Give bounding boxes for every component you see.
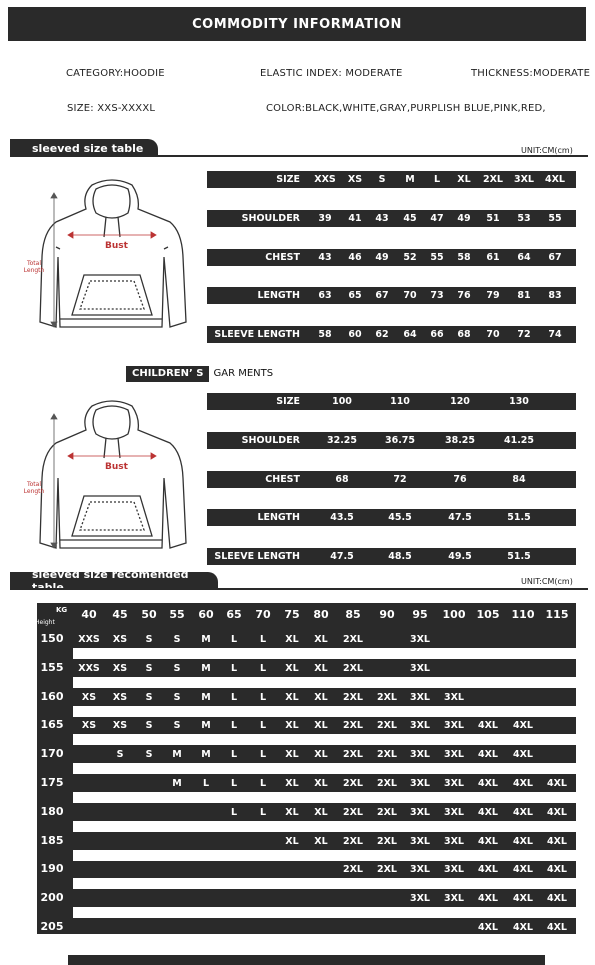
- recommend-cell: 4XL: [513, 922, 533, 933]
- adult-cell: 39: [318, 213, 332, 224]
- children-cell: 51.5: [507, 551, 531, 562]
- children-cell: 48.5: [388, 551, 412, 562]
- recommend-cell: XS: [81, 720, 97, 732]
- recommend-cell: M: [172, 778, 182, 789]
- children-row-sleeve-length: [207, 548, 576, 565]
- recommend-section-label: sleeved size recomended: [32, 568, 189, 581]
- adult-row-shoulder: [207, 210, 576, 227]
- adult-cell: 68: [457, 329, 471, 340]
- height-label-175: 175: [40, 776, 64, 789]
- row-separator: [73, 706, 576, 717]
- recommend-cell: S: [173, 662, 181, 674]
- adult-cell: 52: [403, 252, 417, 263]
- recommend-cell: M: [172, 749, 182, 761]
- children-cell: 76: [453, 474, 467, 485]
- weight-header: 40: [81, 608, 97, 621]
- recommend-cell: L: [230, 720, 238, 732]
- children-cell: 130: [509, 396, 529, 407]
- adult-cell: 58: [457, 252, 471, 263]
- children-cell: 47.5: [330, 551, 354, 562]
- recommend-cell: 4XL: [547, 806, 567, 818]
- children-cell: 100: [332, 396, 352, 407]
- recommend-cell: 4XL: [478, 806, 498, 818]
- recommend-cell: 2XL: [343, 778, 363, 789]
- recommend-cell: XS: [112, 634, 128, 645]
- adult-cell: 3XL: [514, 174, 534, 185]
- page-title-bar: [8, 7, 586, 41]
- recommend-cell: S: [145, 634, 153, 645]
- adult-section-label: sleeved size table: [32, 141, 144, 155]
- children-row-label: SIZE: [276, 396, 300, 407]
- adult-cell: 83: [548, 290, 562, 301]
- children-row-label: SHOULDER: [241, 435, 300, 446]
- adult-section-line: [10, 155, 588, 157]
- adult-cell: 65: [348, 290, 362, 301]
- recommend-cell: 3XL: [444, 749, 464, 761]
- recommend-cell: 2XL: [377, 691, 397, 703]
- row-separator: [73, 792, 576, 803]
- recommend-cell: 2XL: [377, 749, 397, 761]
- recommend-cell: XL: [285, 806, 299, 818]
- adult-row-label: SIZE: [276, 174, 300, 185]
- recommend-cell: 3XL: [444, 893, 464, 905]
- recommend-cell: XS: [112, 720, 128, 732]
- recommend-cell: 4XL: [478, 893, 498, 905]
- adult-cell: 61: [486, 252, 500, 263]
- recommend-cell: XL: [314, 691, 328, 703]
- height-label-165: 165: [40, 718, 64, 732]
- adult-cell: 67: [548, 252, 562, 263]
- recommend-cell: M: [201, 720, 211, 732]
- adult-cell: 73: [430, 290, 444, 301]
- recommend-cell: 3XL: [444, 864, 464, 876]
- recommend-cell: 4XL: [478, 922, 498, 933]
- recommend-cell: 4XL: [513, 749, 533, 761]
- adult-row-size: [207, 171, 576, 188]
- recommend-cell: L: [202, 778, 210, 789]
- recommend-table: [37, 603, 576, 934]
- page-title: COMMODITY INFORMATION: [192, 16, 402, 32]
- adult-hoodie-diagram: [20, 177, 190, 342]
- recommend-cell: S: [145, 720, 153, 732]
- adult-row-length: [207, 287, 576, 304]
- recommend-unit: UNIT:CM(cm): [521, 577, 573, 586]
- recommend-cell: 4XL: [478, 749, 498, 761]
- size-info: SIZE: XXS-XXXXL: [67, 103, 156, 114]
- children-row-length: [207, 509, 576, 526]
- recommend-cell: 4XL: [513, 835, 533, 847]
- recommend-cell: 3XL: [410, 720, 430, 732]
- adult-cell: 70: [403, 290, 417, 301]
- recommend-cell: L: [259, 634, 267, 645]
- recommend-cell: L: [259, 720, 267, 732]
- recommend-cell: XL: [314, 720, 328, 732]
- adult-cell: 53: [517, 213, 531, 224]
- recommend-cell: 4XL: [547, 893, 567, 905]
- footer-bar: [68, 955, 545, 965]
- recommend-cell: 3XL: [444, 778, 464, 789]
- adult-cell: 45: [403, 213, 417, 224]
- height-label-150: 150: [40, 632, 64, 645]
- children-cell: 68: [335, 474, 349, 485]
- recommend-cell: 3XL: [410, 864, 430, 876]
- children-row-shoulder: [207, 432, 576, 449]
- category-info: CATEGORY:HOODIE: [66, 68, 165, 79]
- recommend-cell: 3XL: [444, 835, 464, 847]
- adult-cell: 72: [517, 329, 531, 340]
- recommend-cell: 2XL: [343, 662, 363, 674]
- children-total-label: Total Length: [23, 481, 45, 495]
- adult-cell: 55: [548, 213, 562, 224]
- recommend-cell: 3XL: [410, 749, 430, 761]
- recommend-cell: XL: [285, 778, 299, 789]
- recommend-cell: 3XL: [444, 720, 464, 732]
- adult-cell: M: [405, 174, 415, 185]
- adult-cell: 60: [348, 329, 362, 340]
- children-row-label: SLEEVE LENGTH: [214, 551, 300, 562]
- recommend-cell: 3XL: [410, 691, 430, 703]
- children-cell: 110: [390, 396, 410, 407]
- adult-cell: L: [433, 174, 441, 185]
- weight-header: 95: [412, 608, 428, 621]
- adult-cell: 76: [457, 290, 471, 301]
- recommend-cell: S: [173, 634, 181, 645]
- recommend-cell: 4XL: [547, 922, 567, 933]
- adult-cell: 43: [375, 213, 389, 224]
- recommend-cell: L: [259, 691, 267, 703]
- recommend-cell: 2XL: [343, 634, 363, 645]
- recommend-cell: XL: [314, 662, 328, 674]
- adult-cell: 74: [548, 329, 562, 340]
- adult-row-label: SLEEVE LENGTH: [214, 329, 300, 340]
- weight-header: 80: [313, 608, 329, 621]
- recommend-cell: L: [230, 806, 238, 818]
- children-tag: CHILDREN’ S: [126, 366, 209, 382]
- children-bust-label: Bust: [105, 462, 128, 472]
- recommend-cell: 2XL: [343, 864, 363, 876]
- children-cell: 41.25: [503, 435, 535, 446]
- adult-cell: 81: [517, 290, 531, 301]
- row-separator: [73, 850, 576, 861]
- recommend-cell: 2XL: [343, 749, 363, 761]
- height-label-200: 200: [40, 891, 64, 905]
- recommend-cell: XL: [285, 835, 299, 847]
- row-separator: [73, 734, 576, 745]
- recommend-cell: S: [116, 749, 124, 761]
- weight-header: 50: [141, 608, 157, 621]
- children-row-label: CHEST: [265, 474, 300, 485]
- weight-header: 60: [198, 608, 214, 621]
- recommend-cell: XS: [112, 691, 128, 703]
- recommend-cell: 3XL: [410, 778, 430, 789]
- recommend-cell: M: [201, 749, 211, 761]
- recommend-cell: 3XL: [444, 806, 464, 818]
- children-cell: 51.5: [507, 512, 531, 523]
- children-cell: 36.75: [384, 435, 416, 446]
- recommend-cell: 4XL: [478, 778, 498, 789]
- adult-cell: 47: [430, 213, 444, 224]
- height-label-185: 185: [40, 833, 64, 847]
- weight-header: 45: [112, 608, 128, 621]
- adult-cell: 49: [375, 252, 389, 263]
- row-separator: [73, 763, 576, 774]
- children-cell: 120: [450, 396, 470, 407]
- recommend-cell: L: [230, 749, 238, 761]
- recommend-cell: XL: [285, 634, 299, 645]
- recommend-cell: M: [201, 662, 211, 674]
- recommend-cell: 2XL: [377, 778, 397, 789]
- recommend-cell: XL: [314, 806, 328, 818]
- weight-header: 110: [511, 608, 535, 621]
- height-label-205: 205: [40, 920, 64, 933]
- recommend-cell: 2XL: [343, 806, 363, 818]
- height-label-180: 180: [40, 804, 64, 818]
- recommend-cell: XXS: [78, 634, 100, 645]
- adult-cell: 64: [517, 252, 531, 263]
- children-cell: 32.25: [326, 435, 358, 446]
- recommend-cell: 2XL: [377, 835, 397, 847]
- weight-header: 75: [284, 608, 300, 621]
- recommend-cell: XS: [81, 691, 97, 703]
- recommend-cell: 2XL: [377, 864, 397, 876]
- recommend-cell: S: [145, 749, 153, 761]
- row-separator: [73, 936, 576, 947]
- weight-header: 115: [545, 608, 569, 621]
- height-label: Height: [35, 619, 55, 626]
- adult-cell: S: [378, 174, 386, 185]
- children-hoodie-diagram: [20, 398, 190, 563]
- recommend-cell: 4XL: [513, 864, 533, 876]
- adult-cell: 49: [457, 213, 471, 224]
- children-cell: 47.5: [448, 512, 472, 523]
- adult-cell: 64: [403, 329, 417, 340]
- recommend-cell: 3XL: [410, 634, 430, 645]
- recommend-cell: L: [259, 778, 267, 789]
- recommend-cell: L: [230, 778, 238, 789]
- thickness-info: THICKNESS:MODERATE: [471, 68, 591, 79]
- adult-cell: 70: [486, 329, 500, 340]
- recommend-cell: L: [230, 662, 238, 674]
- weight-header: 65: [226, 608, 242, 621]
- children-header: [126, 361, 273, 377]
- recommend-cell: 3XL: [410, 893, 430, 905]
- row-separator: [73, 878, 576, 889]
- children-row-chest: [207, 471, 576, 488]
- adult-cell: 51: [486, 213, 500, 224]
- height-label-190: 190: [40, 862, 64, 876]
- recommend-cell: L: [230, 691, 238, 703]
- recommend-cell: S: [145, 662, 153, 674]
- adult-row-label: CHEST: [265, 252, 300, 263]
- kg-label: KG: [56, 606, 68, 614]
- adult-cell: XL: [457, 174, 471, 185]
- weight-header: 55: [169, 608, 185, 621]
- recommend-cell: XL: [285, 691, 299, 703]
- recommend-cell: S: [173, 720, 181, 732]
- adult-cell: 66: [430, 329, 444, 340]
- recommend-cell: XL: [314, 749, 328, 761]
- adult-cell: 41: [348, 213, 362, 224]
- weight-header: 100: [442, 608, 466, 621]
- recommend-cell: 4XL: [547, 864, 567, 876]
- adult-bust-label: Bust: [105, 241, 128, 251]
- adult-total-label: Total Length: [23, 260, 45, 274]
- adult-unit: UNIT:CM(cm): [521, 146, 573, 155]
- recommend-section-line: [10, 588, 588, 590]
- adult-cell: 63: [318, 290, 332, 301]
- adult-cell: 67: [375, 290, 389, 301]
- recommend-cell: 3XL: [410, 806, 430, 818]
- recommend-cell: XL: [285, 749, 299, 761]
- recommend-cell: 4XL: [478, 835, 498, 847]
- children-cell: 84: [512, 474, 526, 485]
- adult-row-label: SHOULDER: [241, 213, 300, 224]
- recommend-cell: M: [201, 634, 211, 645]
- adult-row-sleeve-length: [207, 326, 576, 343]
- recommend-cell: XL: [314, 835, 328, 847]
- adult-cell: 46: [348, 252, 362, 263]
- recommend-cell: 4XL: [513, 893, 533, 905]
- adult-cell: 4XL: [545, 174, 565, 185]
- recommend-cell: 4XL: [478, 720, 498, 732]
- row-separator: [73, 677, 576, 688]
- recommend-cell: 4XL: [547, 835, 567, 847]
- height-label-170: 170: [40, 747, 64, 761]
- children-row-label: LENGTH: [257, 512, 300, 523]
- recommend-cell: 4XL: [547, 778, 567, 789]
- adult-row-label: LENGTH: [257, 290, 300, 301]
- recommend-cell: M: [201, 691, 211, 703]
- weight-header: 90: [379, 608, 395, 621]
- recommend-cell: 3XL: [410, 835, 430, 847]
- adult-cell: 58: [318, 329, 332, 340]
- recommend-cell: 2XL: [343, 691, 363, 703]
- children-cell: 45.5: [388, 512, 412, 523]
- recommend-cell: XL: [285, 662, 299, 674]
- recommend-cell: L: [230, 634, 238, 645]
- children-rest: GAR MENTS: [213, 368, 274, 379]
- adult-cell: XS: [347, 174, 363, 185]
- row-separator: [73, 821, 576, 832]
- children-cell: 38.25: [444, 435, 476, 446]
- recommend-cell: 2XL: [343, 835, 363, 847]
- recommend-cell: 4XL: [513, 778, 533, 789]
- recommend-cell: 4XL: [513, 720, 533, 732]
- height-label-155: 155: [40, 660, 64, 674]
- children-cell: 43.5: [330, 512, 354, 523]
- adult-cell: XXS: [314, 174, 336, 185]
- recommend-cell: XL: [314, 634, 328, 645]
- recommend-cell: 2XL: [377, 720, 397, 732]
- recommend-cell: L: [259, 806, 267, 818]
- adult-cell: 79: [486, 290, 500, 301]
- recommend-cell: 3XL: [410, 662, 430, 674]
- adult-cell: 43: [318, 252, 332, 263]
- recommend-cell: XXS: [78, 662, 100, 674]
- children-row-size: [207, 393, 576, 410]
- recommend-cell: XL: [314, 778, 328, 789]
- recommend-cell: 3XL: [444, 691, 464, 703]
- recommend-cell: XL: [285, 720, 299, 732]
- recommend-cell: L: [259, 662, 267, 674]
- elastic-info: ELASTIC INDEX: MODERATE: [260, 68, 403, 79]
- recommend-cell: 4XL: [513, 806, 533, 818]
- weight-header: 70: [255, 608, 271, 621]
- recommend-cell: L: [259, 749, 267, 761]
- adult-cell: 2XL: [483, 174, 503, 185]
- weight-header: 105: [476, 608, 500, 621]
- recommend-cell: XS: [112, 662, 128, 674]
- row-separator: [73, 907, 576, 918]
- adult-cell: 55: [430, 252, 444, 263]
- weight-header: 85: [345, 608, 361, 621]
- recommend-cell: 4XL: [478, 864, 498, 876]
- recommend-cell: S: [173, 691, 181, 703]
- row-separator: [73, 648, 576, 659]
- height-label-160: 160: [40, 689, 64, 703]
- recommend-cell: 2XL: [343, 720, 363, 732]
- color-info: COLOR:BLACK,WHITE,GRAY,PURPLISH BLUE,PINK,RED,: [266, 103, 546, 114]
- children-cell: 72: [393, 474, 407, 485]
- adult-cell: 62: [375, 329, 389, 340]
- recommend-cell: S: [145, 691, 153, 703]
- adult-row-chest: [207, 249, 576, 266]
- children-cell: 49.5: [448, 551, 472, 562]
- recommend-cell: 2XL: [377, 806, 397, 818]
